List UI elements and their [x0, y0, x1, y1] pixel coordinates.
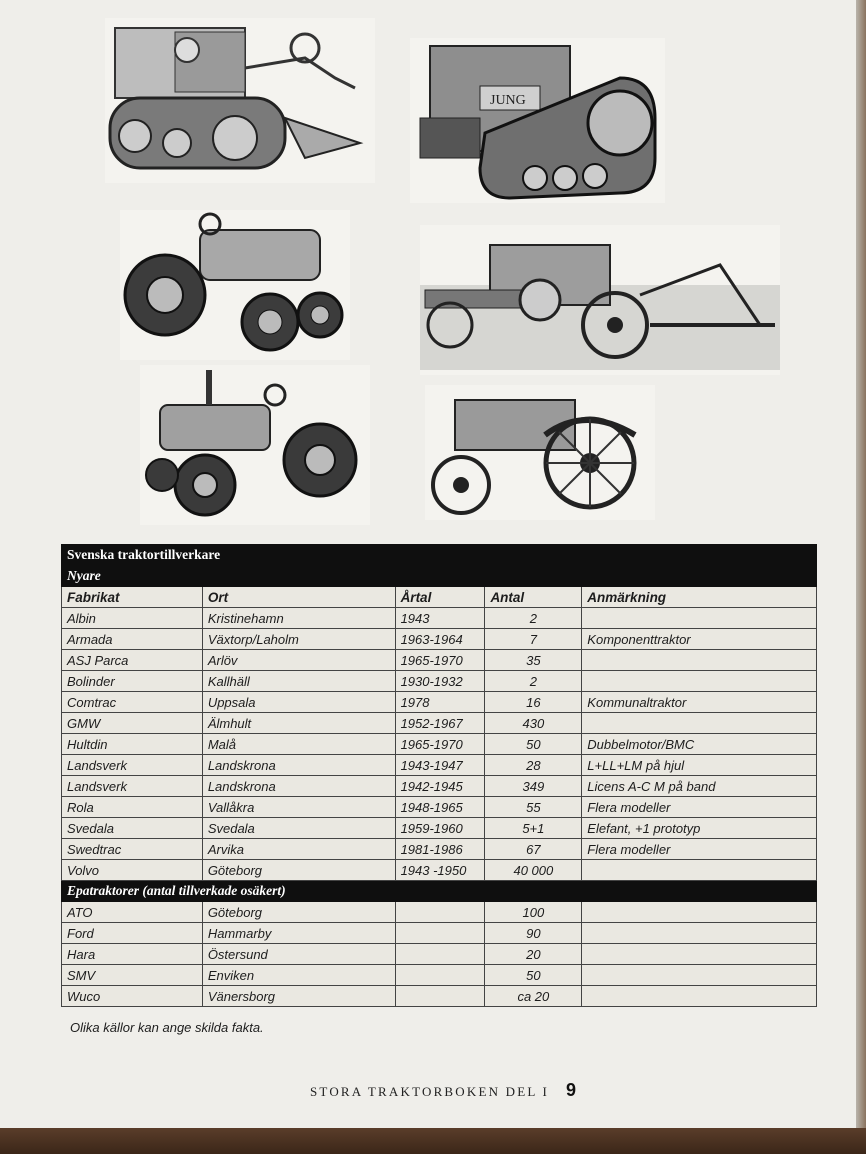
cell-make: Landsverk: [62, 755, 203, 776]
section-label-epa: Epatraktorer (antal tillverkade osäkert): [62, 881, 817, 902]
table-row: [62, 986, 817, 1007]
cell-place: Östersund: [202, 944, 395, 965]
cell-count: 7: [485, 629, 582, 650]
table-surface: [0, 1128, 866, 1154]
tractor-photo-1: [105, 18, 375, 183]
cell-remark: [582, 944, 817, 965]
cell-make: Ford: [62, 923, 203, 944]
cell-years: 1943: [395, 608, 485, 629]
cell-make: Rola: [62, 797, 203, 818]
cell-place: Älmhult: [202, 713, 395, 734]
table-row: [62, 860, 817, 881]
table-row: [62, 818, 817, 839]
cell-make: GMW: [62, 713, 203, 734]
section-row-new: [62, 566, 817, 587]
table-row: [62, 902, 817, 923]
cell-count: 50: [485, 965, 582, 986]
cell-years: 1943 -1950: [395, 860, 485, 881]
cell-remark: [582, 902, 817, 923]
tractor-photo-4: [420, 225, 780, 375]
cell-make: Albin: [62, 608, 203, 629]
cell-place: Arvika: [202, 839, 395, 860]
cell-count: 50: [485, 734, 582, 755]
cell-make: Swedtrac: [62, 839, 203, 860]
cell-remark: [582, 713, 817, 734]
col-header-place: Ort: [202, 587, 395, 608]
table-row: [62, 713, 817, 734]
table-row: [62, 755, 817, 776]
cell-count: 55: [485, 797, 582, 818]
cell-count: 16: [485, 692, 582, 713]
cell-count: 2: [485, 608, 582, 629]
tractor-photo-6: [425, 385, 655, 520]
col-header-years: Årtal: [395, 587, 485, 608]
cell-years: 1930-1932: [395, 671, 485, 692]
cell-years: 1981-1986: [395, 839, 485, 860]
running-footer: STORA TRAKTORBOKEN DEL I: [310, 1084, 550, 1099]
cell-place: Hammarby: [202, 923, 395, 944]
cell-remark: [582, 923, 817, 944]
cell-years: 1943-1947: [395, 755, 485, 776]
cell-remark: Elefant, +1 prototyp: [582, 818, 817, 839]
cell-make: ATO: [62, 902, 203, 923]
table-row: [62, 734, 817, 755]
cell-place: Uppsala: [202, 692, 395, 713]
cell-place: Svedala: [202, 818, 395, 839]
table-title-row: [62, 545, 817, 566]
cell-remark: Licens A-C M på band: [582, 776, 817, 797]
table-row: [62, 797, 817, 818]
table-row: [62, 839, 817, 860]
cell-make: ASJ Parca: [62, 650, 203, 671]
cell-years: 1959-1960: [395, 818, 485, 839]
page-edge: [856, 0, 866, 1154]
table-row: [62, 629, 817, 650]
table-row: [62, 776, 817, 797]
cell-count: 28: [485, 755, 582, 776]
cell-remark: Flera modeller: [582, 797, 817, 818]
cell-count: 40 000: [485, 860, 582, 881]
cell-place: Vänersborg: [202, 986, 395, 1007]
cell-years: 1965-1970: [395, 734, 485, 755]
col-header-count: Antal: [485, 587, 582, 608]
cell-remark: [582, 650, 817, 671]
cell-make: SMV: [62, 965, 203, 986]
cell-remark: Kommunaltraktor: [582, 692, 817, 713]
cell-make: Bolinder: [62, 671, 203, 692]
tractor-photo-2: [410, 38, 665, 203]
cell-place: Malå: [202, 734, 395, 755]
cell-place: Kristinehamn: [202, 608, 395, 629]
cell-remark: [582, 860, 817, 881]
cell-remark: [582, 608, 817, 629]
cell-remark: Dubbelmotor/BMC: [582, 734, 817, 755]
cell-count: 5+1: [485, 818, 582, 839]
cell-make: Volvo: [62, 860, 203, 881]
cell-make: Landsverk: [62, 776, 203, 797]
cell-place: Växtorp/Laholm: [202, 629, 395, 650]
cell-place: Enviken: [202, 965, 395, 986]
table-row: [62, 608, 817, 629]
cell-years: [395, 986, 485, 1007]
cell-remark: L+LL+LM på hjul: [582, 755, 817, 776]
cell-count: 20: [485, 944, 582, 965]
section-label-new: Nyare: [62, 566, 817, 587]
cell-years: [395, 944, 485, 965]
cell-count: 100: [485, 902, 582, 923]
tractor-manufacturers-table: [61, 544, 817, 1007]
table-row: [62, 671, 817, 692]
page-number: 9: [566, 1080, 577, 1100]
cell-place: Göteborg: [202, 860, 395, 881]
cell-remark: Komponenttraktor: [582, 629, 817, 650]
cell-count: 349: [485, 776, 582, 797]
cell-years: [395, 965, 485, 986]
cell-make: Hultdin: [62, 734, 203, 755]
table-row: [62, 650, 817, 671]
table-header-row: [62, 587, 817, 608]
table-row: [62, 923, 817, 944]
cell-count: 430: [485, 713, 582, 734]
table-row: [62, 944, 817, 965]
cell-years: 1948-1965: [395, 797, 485, 818]
cell-place: Arlöv: [202, 650, 395, 671]
cell-years: [395, 902, 485, 923]
cell-remark: [582, 671, 817, 692]
cell-make: Armada: [62, 629, 203, 650]
cell-count: 90: [485, 923, 582, 944]
cell-count: 35: [485, 650, 582, 671]
cell-place: Landskrona: [202, 755, 395, 776]
cell-make: Comtrac: [62, 692, 203, 713]
cell-years: 1978: [395, 692, 485, 713]
cell-years: 1963-1964: [395, 629, 485, 650]
cell-count: ca 20: [485, 986, 582, 1007]
cell-count: 67: [485, 839, 582, 860]
cell-years: 1952-1967: [395, 713, 485, 734]
cell-make: Hara: [62, 944, 203, 965]
col-header-remark: Anmärkning: [582, 587, 817, 608]
table-row: [62, 692, 817, 713]
cell-count: 2: [485, 671, 582, 692]
table-title: Svenska traktortillverkare: [62, 545, 817, 566]
cell-remark: [582, 986, 817, 1007]
cell-years: 1965-1970: [395, 650, 485, 671]
tractor-photo-3: [120, 210, 350, 360]
tractor-photo-5: [140, 365, 370, 525]
svg-text:JUNG: JUNG: [490, 93, 526, 108]
cell-place: Landskrona: [202, 776, 395, 797]
cell-years: [395, 923, 485, 944]
cell-remark: [582, 965, 817, 986]
cell-place: Göteborg: [202, 902, 395, 923]
col-header-make: Fabrikat: [62, 587, 203, 608]
cell-remark: Flera modeller: [582, 839, 817, 860]
source-note: Olika källor kan ange skilda fakta.: [70, 1020, 264, 1035]
table-row: [62, 965, 817, 986]
section-row-epa: [62, 881, 817, 902]
cell-place: Kallhäll: [202, 671, 395, 692]
cell-place: Vallåkra: [202, 797, 395, 818]
cell-make: Svedala: [62, 818, 203, 839]
cell-years: 1942-1945: [395, 776, 485, 797]
cell-make: Wuco: [62, 986, 203, 1007]
